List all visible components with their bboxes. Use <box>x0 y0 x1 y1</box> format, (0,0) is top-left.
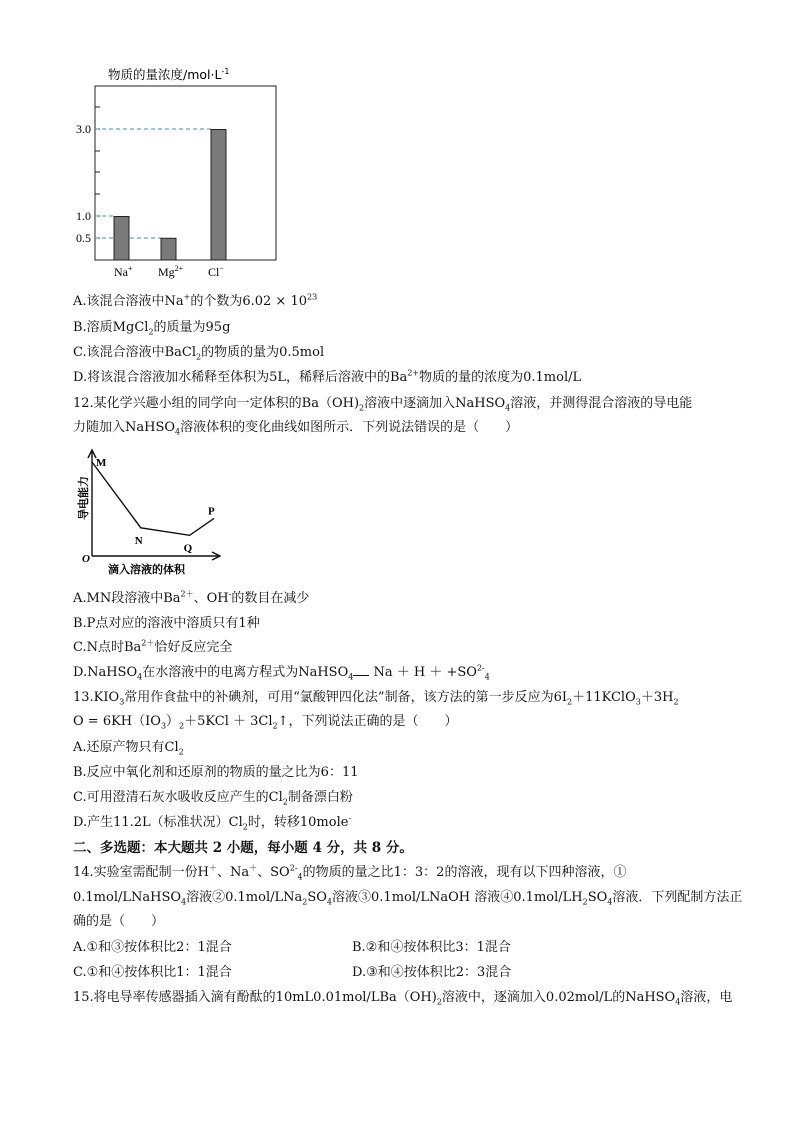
q14-option-c: C.①和④按体积比1：1混合 <box>73 965 232 980</box>
concentration-bar-chart <box>76 62 290 290</box>
bar-mg2 <box>161 238 176 260</box>
ytick-3: 3.0 <box>76 122 91 136</box>
ytick-1: 1.0 <box>76 209 91 223</box>
ionization-equal-sign <box>353 667 369 676</box>
point-label-n: N <box>134 534 143 547</box>
point-label-p: P <box>208 505 215 518</box>
q14-stem-line3: 确的是（ ） <box>73 914 165 929</box>
q14-stem-line2: 0.1mol/LNaHSO$_4$溶液$②0.1mol/LNa_2SO_4$溶液③0.1mol/LNaOH 溶液$④0.1mol/LH_2SO_4$溶液．下列配制方法正 <box>73 890 743 907</box>
chart2-origin: O <box>82 553 90 565</box>
q14-option-d: D.③和④按体积比2：3混合 <box>352 965 512 980</box>
q11-option-d: D.将该混合溶液加水稀释至体积为5L，稀释后溶液中的$Ba^{2+}$物质的量的浓度为0.1mol/L <box>73 368 582 385</box>
q11-option-a: A.该混合溶液中Na+的个数为$6.02 \times 10^{23}$ <box>73 292 318 309</box>
category-mg: $Mg^{2+}$ <box>158 264 184 279</box>
chart2-ylabel: 导电能力 <box>77 476 90 520</box>
q13-option-c: C.可用澄清石灰水吸收反应产生的$Cl_2$制备漂白粉 <box>73 790 353 807</box>
q11-option-c: C.该混合溶液中BaCl$_2$的物质的量为0.5mol <box>73 345 325 362</box>
bar-cl <box>211 130 226 261</box>
q13-option-d: D.产生11.2L（标准状况）$Cl_2$时，转移10mole- <box>73 813 352 832</box>
q13-option-a: A.还原产物只有$Cl_2$ <box>73 740 184 757</box>
q14-stem-line1: 14.实验室需配制一份H＋、Na＋、$SO^{2-}_4$的物质的量之比1：3：2的溶液，现有以下四种溶液，① <box>73 863 627 882</box>
chart1-guides <box>95 129 211 238</box>
chart2-point-labels <box>96 457 215 554</box>
category-cl: Cl− <box>208 264 224 279</box>
chart1-yticks <box>95 107 100 238</box>
conductivity-curve <box>92 462 214 535</box>
chart2-xlabel: 滴入溶液的体积 <box>108 563 185 576</box>
q14-option-a: A.①和③按体积比2：1混合 <box>73 940 232 955</box>
q15-stem-line1: 15.将电导率传感器插入滴有酚酞的$10mL0.01mol/LBa(OH)_2$溶液中，逐滴加入0.02mol/L的NaHSO$_4$溶液，电 <box>73 990 733 1007</box>
section-header-multi-choice: 二、多选题：本大题共 2 小题，每小题 4 分，共 8 分。 <box>73 840 413 856</box>
point-label-q: Q <box>183 542 193 555</box>
chart2-axes <box>88 450 220 560</box>
q12-stem-line1: 12.某化学兴趣小组的同学向一定体积的$Ba(OH)_2$溶液中逐滴加入NaHSO$_4$溶液，并测得混合溶液的导电能 <box>73 396 693 413</box>
q12-option-a: A.MN段溶液中$Ba^{2+}$、OH-的数目在减少 <box>73 589 310 606</box>
point-label-m: M <box>96 457 107 469</box>
q13-option-b: B.反应中氧化剂和还原剂的物质的量之比为6：11 <box>73 765 359 780</box>
q12-option-b: B.P点对应的溶液中溶质只有1种 <box>73 616 260 631</box>
q12-option-c: C.N点时$Ba^{2+}$恰好反应完全 <box>73 638 233 655</box>
q11-option-b: B.溶质MgCl$_2$的质量为95g <box>73 320 231 337</box>
conductivity-line-chart <box>76 448 226 580</box>
chart1-ylabel: 物质的量浓度$/mol\cdot L^{-1}$ <box>108 67 230 82</box>
chart1-bars <box>114 130 226 261</box>
q12-option-d: D.NaHSO$_4$在水溶液中的电离方程式为NaHSO$_4$ $Na + H + +SO^{2-}_4$ <box>73 663 490 682</box>
category-na: Na+ <box>114 264 133 279</box>
q14-option-b: B.②和④按体积比3：1混合 <box>352 940 511 955</box>
bar-na <box>114 217 129 261</box>
q12-stem-line2: 力随加入NaHSO$_4$溶液体积的变化曲线如图所示．下列说法错误的是（ ） <box>73 420 519 437</box>
ytick-05: 0.5 <box>76 231 91 245</box>
q13-stem-line2: $O = 6KH(IO_3)_2+5KCl$ ＋ $3Cl_2↑$，下列说法正确的是（ ） <box>73 714 458 731</box>
q13-stem-line1: $13.KIO_3$常用作食盐中的补碘剂，可用“氯酸钾四化法”制备，该方法的第一步反应为$6I_2+11KClO_3+3H_2$ <box>73 690 679 707</box>
